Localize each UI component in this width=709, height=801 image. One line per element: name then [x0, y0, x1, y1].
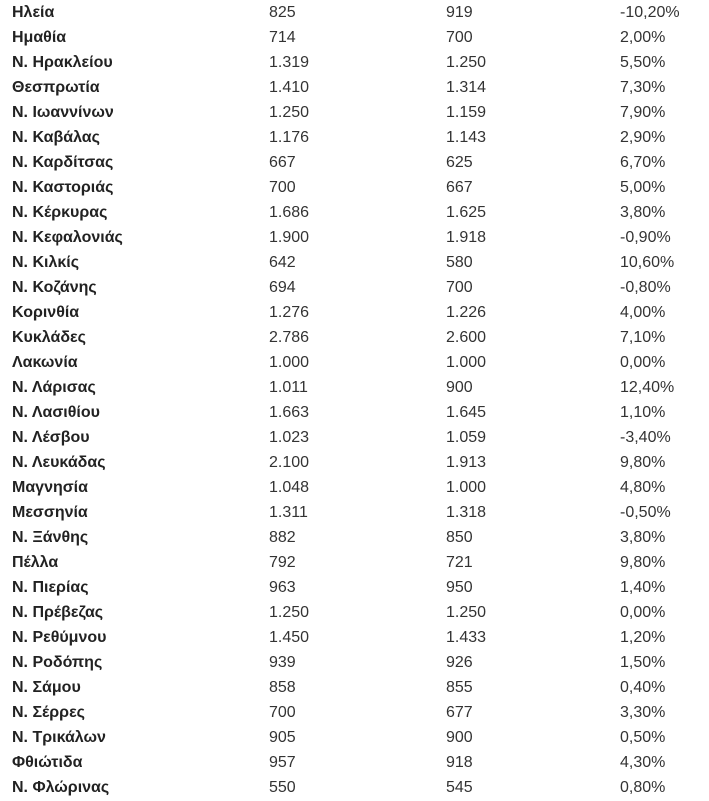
- value-2-cell: 1.314: [446, 79, 487, 96]
- value-2-cell: 2.600: [446, 329, 487, 346]
- value-1-cell: 642: [269, 254, 296, 271]
- value-2-cell: 625: [446, 154, 473, 171]
- value-2-cell: 1.000: [446, 479, 487, 496]
- value-1-cell: 1.176: [269, 129, 310, 146]
- table-row: [0, 425, 709, 450]
- value-1-cell: 1.311: [269, 504, 308, 521]
- value-1-cell: 825: [269, 4, 296, 21]
- value-2-cell: 1.059: [446, 429, 487, 446]
- region-name-cell: Πέλλα: [12, 554, 59, 571]
- change-percent-cell: 7,90%: [620, 104, 666, 121]
- value-2-cell: 1.645: [446, 404, 487, 421]
- region-name-cell: Φθιώτιδα: [12, 754, 83, 771]
- value-1-cell: 1.319: [269, 54, 310, 71]
- value-1-cell: 1.663: [269, 404, 310, 421]
- value-1-cell: 1.000: [269, 354, 310, 371]
- change-percent-cell: 7,10%: [620, 329, 666, 346]
- value-1-cell: 550: [269, 779, 296, 796]
- region-name-cell: Μεσσηνία: [12, 504, 88, 521]
- table-row: [0, 200, 709, 225]
- region-name-cell: Ν. Λευκάδας: [12, 454, 106, 471]
- value-2-cell: 926: [446, 654, 473, 671]
- change-percent-cell: 2,00%: [620, 29, 666, 46]
- value-2-cell: 1.159: [446, 104, 487, 121]
- change-percent-cell: 3,30%: [620, 704, 666, 721]
- value-1-cell: 694: [269, 279, 296, 296]
- table-row: [0, 250, 709, 275]
- value-1-cell: 1.023: [269, 429, 310, 446]
- region-name-cell: Κυκλάδες: [12, 329, 86, 346]
- change-percent-cell: 7,30%: [620, 79, 666, 96]
- table-row: [0, 0, 709, 25]
- value-1-cell: 882: [269, 529, 296, 546]
- value-2-cell: 1.913: [446, 454, 487, 471]
- table-row: [0, 775, 709, 800]
- region-name-cell: Ν. Ρεθύμνου: [12, 629, 107, 646]
- region-name-cell: Ν. Καστοριάς: [12, 179, 114, 196]
- value-1-cell: 700: [269, 179, 296, 196]
- value-1-cell: 1.410: [269, 79, 310, 96]
- table-row: [0, 625, 709, 650]
- value-2-cell: 1.318: [446, 504, 487, 521]
- value-1-cell: 1.450: [269, 629, 310, 646]
- value-1-cell: 700: [269, 704, 296, 721]
- value-2-cell: 1.226: [446, 304, 487, 321]
- value-1-cell: 1.011: [269, 379, 308, 396]
- change-percent-cell: 0,00%: [620, 354, 666, 371]
- value-2-cell: 1.250: [446, 604, 487, 621]
- value-2-cell: 900: [446, 729, 473, 746]
- region-name-cell: Ν. Καρδίτσας: [12, 154, 114, 171]
- region-name-cell: Ν. Λέσβου: [12, 429, 90, 446]
- value-1-cell: 905: [269, 729, 296, 746]
- table-row: [0, 600, 709, 625]
- change-percent-cell: 1,40%: [620, 579, 666, 596]
- region-name-cell: Ν. Φλώρινας: [12, 779, 110, 796]
- region-name-cell: Ν. Κιλκίς: [12, 254, 80, 271]
- region-name-cell: Ν. Κεφαλονιάς: [12, 229, 123, 246]
- change-percent-cell: -0,50%: [620, 504, 671, 521]
- change-percent-cell: 12,40%: [620, 379, 675, 396]
- value-1-cell: 1.900: [269, 229, 310, 246]
- region-name-cell: Ν. Ιωαννίνων: [12, 104, 114, 121]
- value-2-cell: 918: [446, 754, 473, 771]
- value-2-cell: 721: [446, 554, 473, 571]
- change-percent-cell: 0,00%: [620, 604, 666, 621]
- table-row: [0, 400, 709, 425]
- region-name-cell: Ν. Σάμου: [12, 679, 81, 696]
- change-percent-cell: 0,40%: [620, 679, 666, 696]
- table-row: [0, 350, 709, 375]
- value-2-cell: 700: [446, 29, 473, 46]
- table-row: [0, 100, 709, 125]
- region-name-cell: Μαγνησία: [12, 479, 88, 496]
- value-2-cell: 1.433: [446, 629, 487, 646]
- change-percent-cell: -0,90%: [620, 229, 671, 246]
- change-percent-cell: 4,80%: [620, 479, 666, 496]
- table-row: [0, 500, 709, 525]
- change-percent-cell: 9,80%: [620, 554, 666, 571]
- change-percent-cell: -3,40%: [620, 429, 671, 446]
- value-1-cell: 792: [269, 554, 296, 571]
- table-row: [0, 175, 709, 200]
- value-2-cell: 545: [446, 779, 473, 796]
- change-percent-cell: 9,80%: [620, 454, 666, 471]
- table-row: [0, 75, 709, 100]
- value-2-cell: 950: [446, 579, 473, 596]
- value-1-cell: 1.250: [269, 104, 310, 121]
- table-row: [0, 25, 709, 50]
- value-2-cell: 850: [446, 529, 473, 546]
- region-name-cell: Ν. Ξάνθης: [12, 529, 89, 546]
- value-2-cell: 677: [446, 704, 473, 721]
- value-1-cell: 714: [269, 29, 296, 46]
- region-name-cell: Ν. Κοζάνης: [12, 279, 97, 296]
- region-name-cell: Ν. Σέρρες: [12, 704, 85, 721]
- value-1-cell: 1.250: [269, 604, 310, 621]
- table-row: [0, 700, 709, 725]
- table-row: [0, 300, 709, 325]
- value-1-cell: 1.048: [269, 479, 310, 496]
- change-percent-cell: -10,20%: [620, 4, 680, 21]
- table-row: [0, 150, 709, 175]
- table-row: [0, 475, 709, 500]
- table-row: [0, 675, 709, 700]
- value-2-cell: 1.000: [446, 354, 487, 371]
- value-2-cell: 919: [446, 4, 473, 21]
- table-row: [0, 125, 709, 150]
- change-percent-cell: 4,00%: [620, 304, 666, 321]
- change-percent-cell: -0,80%: [620, 279, 671, 296]
- table-row: [0, 50, 709, 75]
- table-row: [0, 525, 709, 550]
- region-name-cell: Ν. Λάρισας: [12, 379, 96, 396]
- region-name-cell: Ν. Καβάλας: [12, 129, 100, 146]
- region-name-cell: Ν. Κέρκυρας: [12, 204, 108, 221]
- region-name-cell: Ν. Πρέβεζας: [12, 604, 104, 621]
- change-percent-cell: 1,10%: [620, 404, 666, 421]
- value-1-cell: 2.786: [269, 329, 310, 346]
- table-row: [0, 225, 709, 250]
- value-1-cell: 667: [269, 154, 296, 171]
- change-percent-cell: 0,80%: [620, 779, 666, 796]
- table-row: [0, 650, 709, 675]
- region-name-cell: Ημαθία: [12, 29, 67, 46]
- value-2-cell: 900: [446, 379, 473, 396]
- region-name-cell: Ν. Πιερίας: [12, 579, 89, 596]
- table-row: [0, 450, 709, 475]
- value-2-cell: 700: [446, 279, 473, 296]
- table-row: [0, 550, 709, 575]
- value-2-cell: 1.918: [446, 229, 487, 246]
- change-percent-cell: 1,50%: [620, 654, 666, 671]
- region-name-cell: Κορινθία: [12, 304, 80, 321]
- value-1-cell: 957: [269, 754, 296, 771]
- region-name-cell: Ν. Λασιθίου: [12, 404, 100, 421]
- value-2-cell: 1.143: [446, 129, 487, 146]
- region-name-cell: Ηλεία: [12, 4, 55, 21]
- table-row: [0, 575, 709, 600]
- region-name-cell: Θεσπρωτία: [12, 79, 100, 96]
- change-percent-cell: 6,70%: [620, 154, 666, 171]
- table-row: [0, 750, 709, 775]
- change-percent-cell: 5,00%: [620, 179, 666, 196]
- value-2-cell: 667: [446, 179, 473, 196]
- change-percent-cell: 3,80%: [620, 529, 666, 546]
- value-2-cell: 1.625: [446, 204, 487, 221]
- table-row: [0, 375, 709, 400]
- region-name-cell: Ν. Ροδόπης: [12, 654, 103, 671]
- change-percent-cell: 10,60%: [620, 254, 675, 271]
- value-1-cell: 2.100: [269, 454, 310, 471]
- change-percent-cell: 1,20%: [620, 629, 666, 646]
- region-name-cell: Ν. Ηρακλείου: [12, 54, 113, 71]
- table-row: [0, 725, 709, 750]
- value-2-cell: 1.250: [446, 54, 487, 71]
- change-percent-cell: 2,90%: [620, 129, 666, 146]
- change-percent-cell: 5,50%: [620, 54, 666, 71]
- value-2-cell: 580: [446, 254, 473, 271]
- change-percent-cell: 3,80%: [620, 204, 666, 221]
- value-1-cell: 939: [269, 654, 296, 671]
- value-1-cell: 963: [269, 579, 296, 596]
- value-1-cell: 858: [269, 679, 296, 696]
- value-1-cell: 1.276: [269, 304, 310, 321]
- table-row: [0, 275, 709, 300]
- value-1-cell: 1.686: [269, 204, 310, 221]
- value-2-cell: 855: [446, 679, 473, 696]
- region-name-cell: Λακωνία: [12, 354, 78, 371]
- region-name-cell: Ν. Τρικάλων: [12, 729, 106, 746]
- change-percent-cell: 0,50%: [620, 729, 666, 746]
- table-row: [0, 325, 709, 350]
- change-percent-cell: 4,30%: [620, 754, 666, 771]
